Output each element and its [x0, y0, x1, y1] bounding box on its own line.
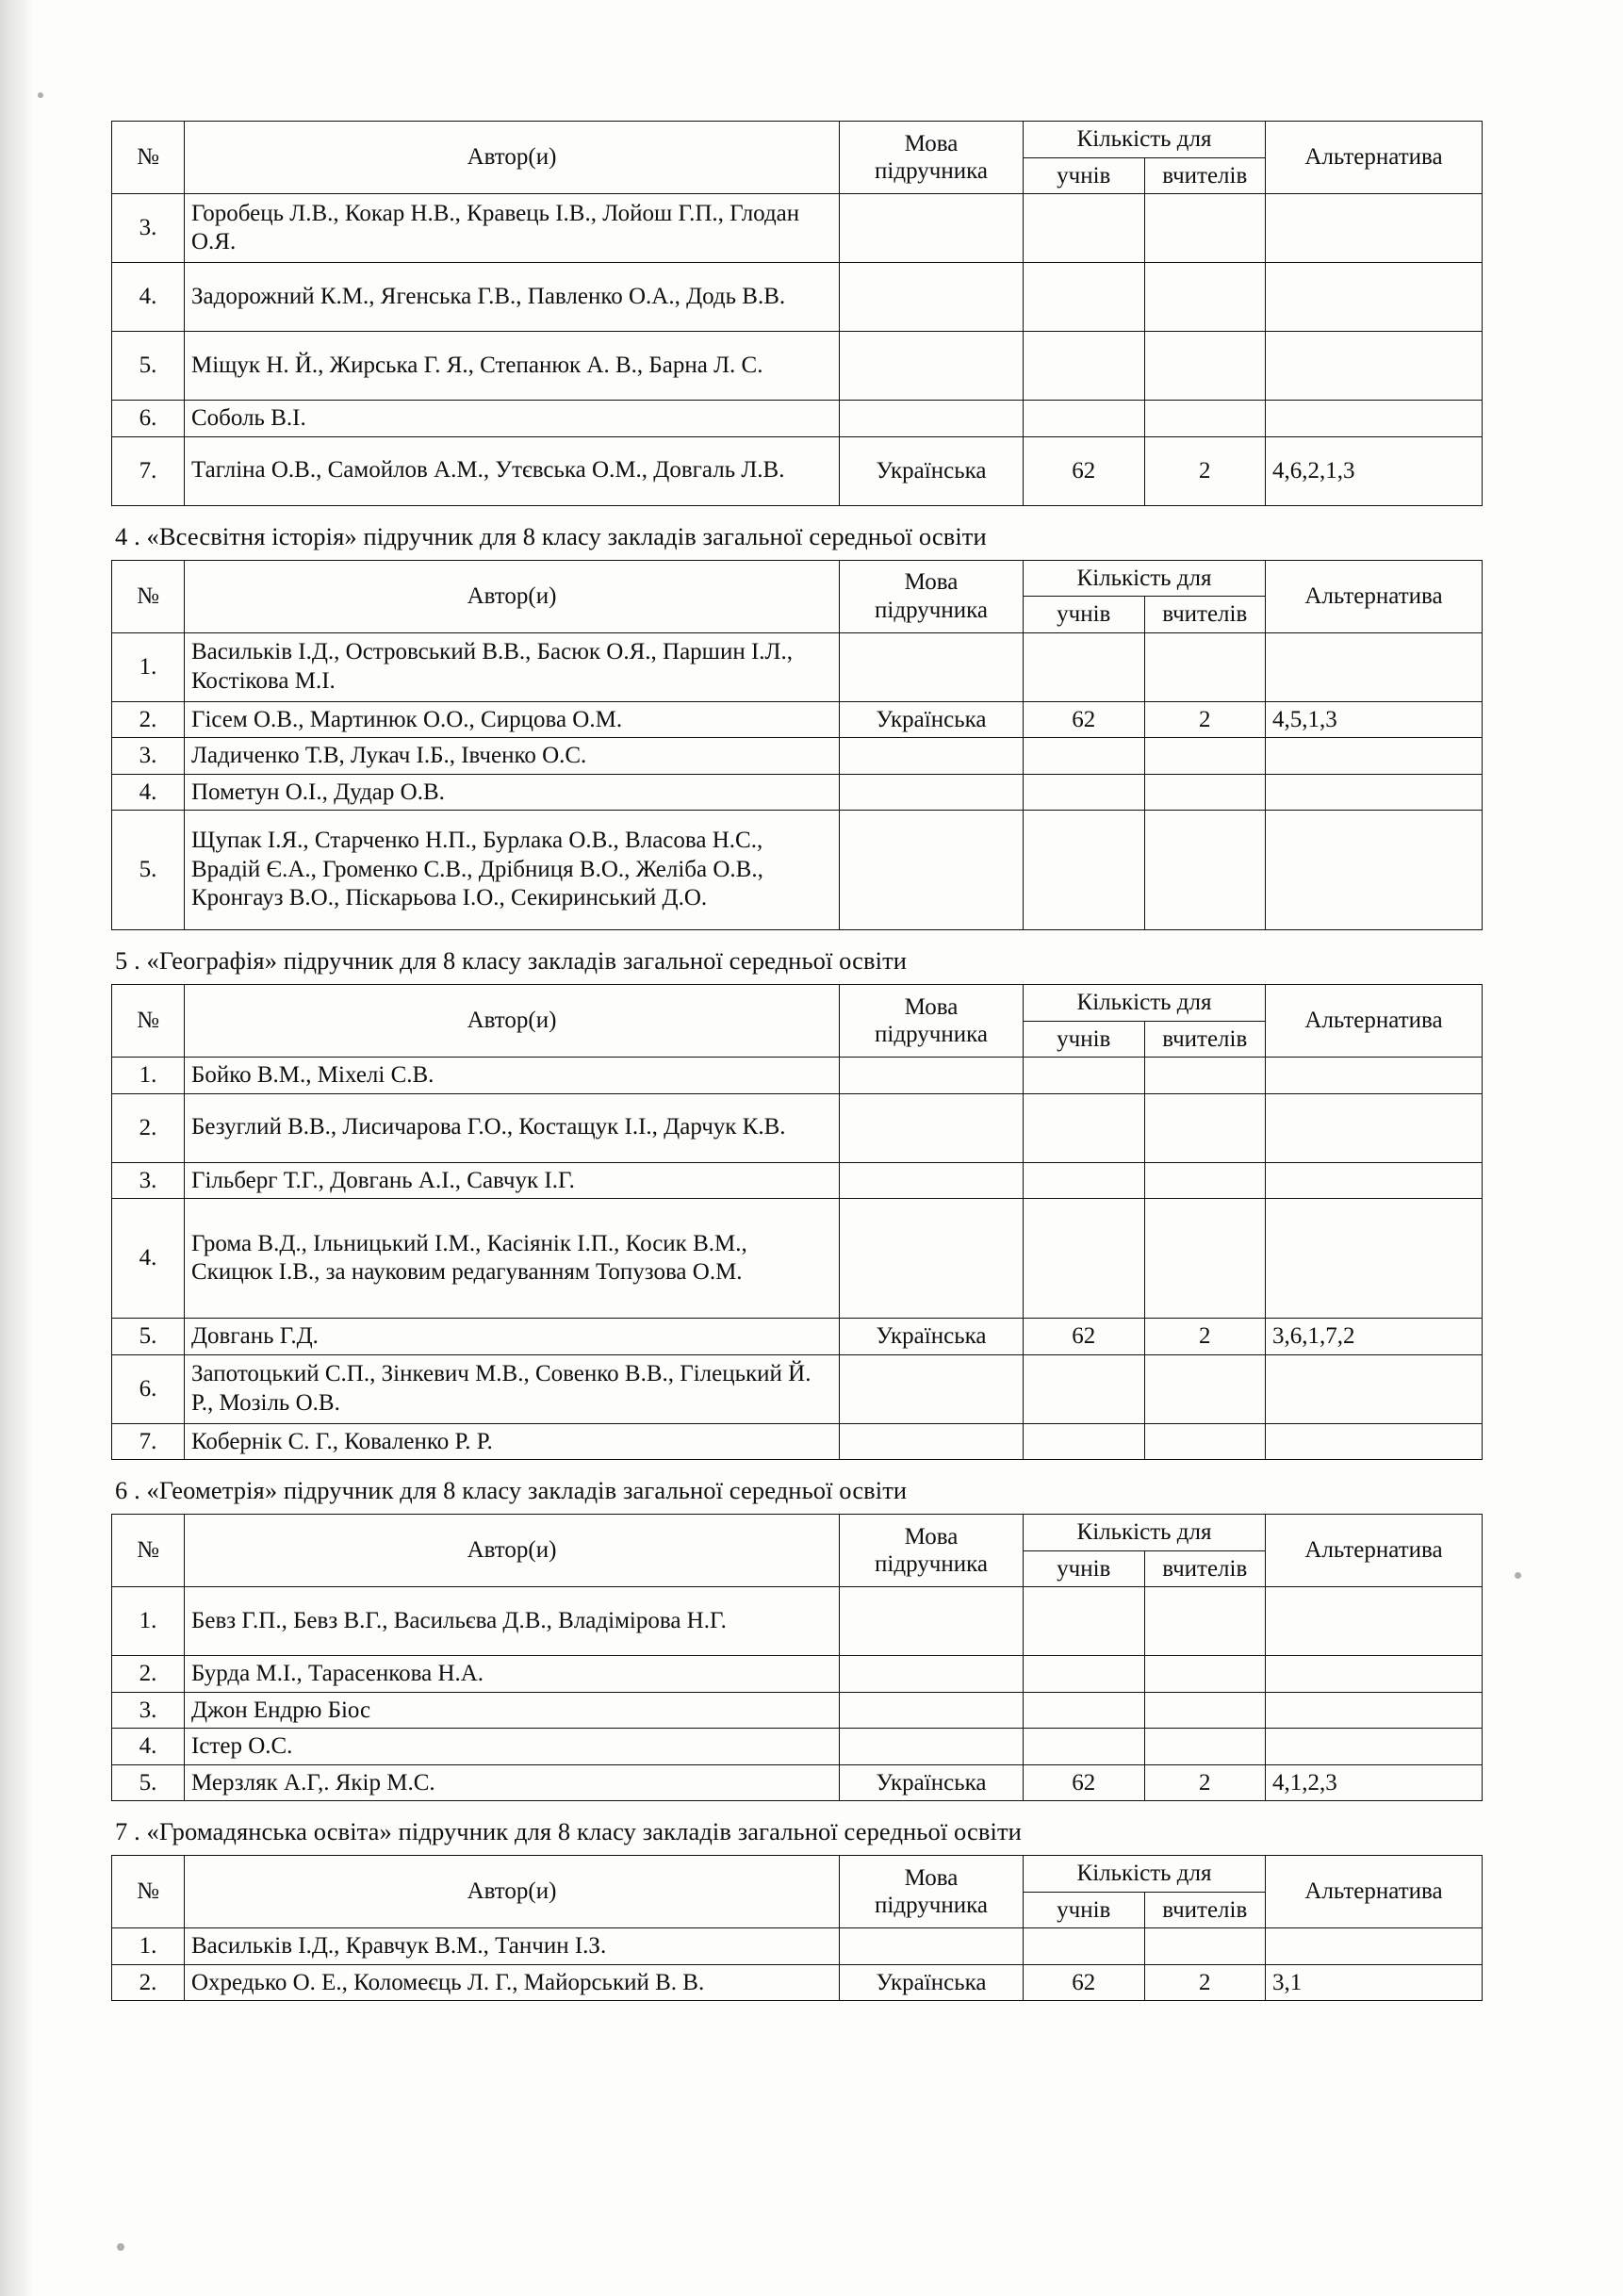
table-header-row — [112, 560, 1483, 597]
col-header-author: Автор(и) — [185, 122, 840, 194]
cell-language — [840, 774, 1024, 811]
cell-pupils — [1024, 774, 1145, 811]
cell-teachers: 2 — [1144, 1964, 1266, 2001]
cell-author: Задорожний К.М., Ягенська Г.В., Павленко О.А., Додь В.В. — [185, 263, 840, 332]
cell-pupils — [1024, 194, 1145, 263]
cell-alternative — [1266, 1058, 1483, 1094]
cell-author: Мерзляк А.Г,. Якір М.С. — [185, 1764, 840, 1801]
table-row — [112, 263, 1483, 332]
col-header-language-line1: Мова — [904, 1523, 959, 1550]
cell-pupils — [1024, 632, 1145, 701]
table-row — [112, 701, 1483, 738]
section-6 — [111, 1514, 1516, 1801]
cell-alternative — [1266, 1093, 1483, 1162]
textbook-table — [111, 984, 1483, 1460]
cell-pupils: 62 — [1024, 436, 1145, 505]
cell-language — [840, 811, 1024, 930]
cell-teachers — [1144, 1423, 1266, 1460]
cell-teachers: 2 — [1144, 1764, 1266, 1801]
cell-teachers — [1144, 811, 1266, 930]
table-row — [112, 332, 1483, 401]
cell-alternative — [1266, 263, 1483, 332]
cell-num: 3. — [112, 194, 185, 263]
cell-author: Охредько О. Е., Коломеєць Л. Г., Майорський В. В. — [185, 1964, 840, 2001]
cell-alternative — [1266, 194, 1483, 263]
cell-language — [840, 1354, 1024, 1423]
cell-num: 1. — [112, 1587, 185, 1656]
cell-alternative — [1266, 1162, 1483, 1199]
table-body — [112, 1928, 1483, 2001]
cell-author: Васильків І.Д., Островський В.В., Басюк О.Я., Паршин І.Л., Костікова М.І. — [185, 632, 840, 701]
cell-alternative — [1266, 401, 1483, 437]
cell-author: Щупак І.Я., Старченко Н.П., Бурлака О.В., Власова Н.С., Врадій Є.А., Громенко С.В., Дрібниця В.О., Желіба О.В., Кронгауз В.О., Піскарьова І.О., Секиринський Д.О. — [185, 811, 840, 930]
col-header-count-group: Кількість для — [1024, 1856, 1266, 1893]
cell-teachers: 2 — [1144, 701, 1266, 738]
table-row — [112, 1764, 1483, 1801]
cell-alternative: 4,5,1,3 — [1266, 701, 1483, 738]
table-row — [112, 1199, 1483, 1319]
cell-teachers — [1144, 1692, 1266, 1729]
document-content — [111, 121, 1516, 2003]
cell-pupils — [1024, 1423, 1145, 1460]
cell-pupils — [1024, 1354, 1145, 1423]
cell-language — [840, 1692, 1024, 1729]
cell-teachers: 2 — [1144, 1319, 1266, 1355]
cell-pupils — [1024, 738, 1145, 775]
cell-author: Ладиченко Т.В, Лукач І.Б., Івченко О.С. — [185, 738, 840, 775]
cell-alternative — [1266, 1656, 1483, 1693]
cell-language: Українська — [840, 1964, 1024, 2001]
cell-alternative: 4,1,2,3 — [1266, 1764, 1483, 1801]
col-header-author: Автор(и) — [185, 1856, 840, 1928]
col-header-pupils: учнів — [1024, 597, 1145, 633]
table-row — [112, 194, 1483, 263]
cell-alternative — [1266, 632, 1483, 701]
col-header-language-line2: підручника — [875, 597, 988, 623]
cell-teachers — [1144, 1162, 1266, 1199]
col-header-num: № — [112, 1856, 185, 1928]
cell-teachers — [1144, 263, 1266, 332]
table-header — [112, 560, 1483, 632]
col-header-language — [840, 1515, 1024, 1587]
col-header-language-line1: Мова — [904, 130, 959, 156]
cell-num: 4. — [112, 1729, 185, 1765]
cell-num: 7. — [112, 1423, 185, 1460]
cell-author: Довгань Г.Д. — [185, 1319, 840, 1355]
col-header-language — [840, 1856, 1024, 1928]
col-header-language-line2: підручника — [875, 1893, 988, 1918]
cell-language: Українська — [840, 436, 1024, 505]
col-header-alternative: Альтернатива — [1266, 122, 1483, 194]
cell-teachers — [1144, 1587, 1266, 1656]
cell-teachers — [1144, 738, 1266, 775]
col-header-language-line2: підручника — [875, 158, 988, 184]
cell-author: Тагліна О.В., Самойлов А.М., Утєвська О.М., Довгаль Л.В. — [185, 436, 840, 505]
cell-language: Українська — [840, 1764, 1024, 1801]
cell-author: Горобець Л.В., Кокар Н.В., Кравець І.В., Лойош Г.П., Глодан О.Я. — [185, 194, 840, 263]
table-row — [112, 436, 1483, 505]
table-body — [112, 632, 1483, 930]
cell-pupils: 62 — [1024, 1964, 1145, 2001]
cell-pupils — [1024, 263, 1145, 332]
cell-num: 2. — [112, 1964, 185, 2001]
cell-language — [840, 332, 1024, 401]
cell-language — [840, 194, 1024, 263]
col-header-teachers: вчителів — [1144, 1021, 1266, 1058]
table-row — [112, 1058, 1483, 1094]
cell-teachers: 2 — [1144, 436, 1266, 505]
cell-alternative — [1266, 332, 1483, 401]
col-header-author: Автор(и) — [185, 560, 840, 632]
table-header — [112, 1515, 1483, 1587]
section-5 — [111, 984, 1516, 1460]
cell-pupils — [1024, 1199, 1145, 1319]
cell-language — [840, 1729, 1024, 1765]
table-row — [112, 1964, 1483, 2001]
section-4 — [111, 560, 1516, 931]
cell-pupils — [1024, 1928, 1145, 1965]
cell-alternative — [1266, 811, 1483, 930]
scan-speck — [117, 2243, 124, 2251]
cell-num: 6. — [112, 401, 185, 437]
cell-pupils — [1024, 1162, 1145, 1199]
textbook-table — [111, 1855, 1483, 2001]
cell-teachers — [1144, 1656, 1266, 1693]
cell-alternative — [1266, 1354, 1483, 1423]
cell-num: 5. — [112, 332, 185, 401]
section-title-6: 6 . «Геометрія» підручник для 8 класу закладів загальної середньої освіти — [115, 1476, 908, 1504]
cell-language — [840, 1928, 1024, 1965]
section-title-4: 4 . «Всесвітня історія» підручник для 8 класу закладів загальної середньої освіти — [115, 521, 987, 550]
cell-author: Міщук Н. Й., Жирська Г. Я., Степанюк А. В., Барна Л. С. — [185, 332, 840, 401]
cell-num: 5. — [112, 1764, 185, 1801]
cell-alternative — [1266, 1199, 1483, 1319]
col-header-num: № — [112, 122, 185, 194]
table-body — [112, 194, 1483, 506]
cell-teachers — [1144, 1199, 1266, 1319]
col-header-alternative: Альтернатива — [1266, 985, 1483, 1058]
table-row — [112, 1354, 1483, 1423]
cell-pupils — [1024, 1729, 1145, 1765]
col-header-count-group: Кількість для — [1024, 122, 1266, 158]
cell-num: 2. — [112, 1656, 185, 1693]
table-header — [112, 122, 1483, 194]
table-row — [112, 1162, 1483, 1199]
table-row — [112, 738, 1483, 775]
cell-pupils: 62 — [1024, 1764, 1145, 1801]
cell-pupils — [1024, 401, 1145, 437]
cell-alternative — [1266, 1928, 1483, 1965]
col-header-language-line1: Мова — [904, 993, 959, 1020]
cell-pupils — [1024, 1656, 1145, 1693]
cell-language — [840, 1058, 1024, 1094]
cell-teachers — [1144, 774, 1266, 811]
section-continued — [111, 121, 1516, 506]
col-header-num: № — [112, 560, 185, 632]
table-header — [112, 985, 1483, 1058]
cell-teachers — [1144, 1928, 1266, 1965]
cell-author: Запотоцький С.П., Зінкевич М.В., Совенко В.В., Гілецький Й. Р., Мозіль О.В. — [185, 1354, 840, 1423]
cell-alternative: 4,6,2,1,3 — [1266, 436, 1483, 505]
cell-language — [840, 1656, 1024, 1693]
cell-pupils — [1024, 332, 1145, 401]
scan-edge-shadow — [0, 0, 34, 2296]
col-header-alternative: Альтернатива — [1266, 560, 1483, 632]
cell-num: 5. — [112, 1319, 185, 1355]
table-header-row — [112, 122, 1483, 158]
cell-pupils: 62 — [1024, 701, 1145, 738]
col-header-count-group: Кількість для — [1024, 985, 1266, 1022]
col-header-pupils: учнів — [1024, 1892, 1145, 1928]
cell-language — [840, 632, 1024, 701]
col-header-num: № — [112, 1515, 185, 1587]
table-row — [112, 1928, 1483, 1965]
col-header-teachers: вчителів — [1144, 1550, 1266, 1587]
scan-speck — [1515, 1572, 1521, 1579]
cell-teachers — [1144, 401, 1266, 437]
col-header-language-line2: підручника — [875, 1022, 988, 1047]
col-header-pupils: учнів — [1024, 1550, 1145, 1587]
cell-teachers — [1144, 332, 1266, 401]
table-row — [112, 632, 1483, 701]
col-header-pupils: учнів — [1024, 157, 1145, 194]
cell-pupils — [1024, 1093, 1145, 1162]
cell-language — [840, 401, 1024, 437]
cell-language — [840, 1093, 1024, 1162]
col-header-teachers: вчителів — [1144, 597, 1266, 633]
cell-pupils — [1024, 1058, 1145, 1094]
table-row — [112, 1656, 1483, 1693]
table-header-row — [112, 985, 1483, 1022]
table-body — [112, 1058, 1483, 1460]
cell-num: 2. — [112, 1093, 185, 1162]
cell-pupils — [1024, 811, 1145, 930]
col-header-language — [840, 560, 1024, 632]
col-header-pupils: учнів — [1024, 1021, 1145, 1058]
cell-language: Українська — [840, 1319, 1024, 1355]
cell-author: Джон Ендрю Біос — [185, 1692, 840, 1729]
cell-teachers — [1144, 1354, 1266, 1423]
table-row — [112, 811, 1483, 930]
cell-num: 3. — [112, 738, 185, 775]
cell-language — [840, 1587, 1024, 1656]
table-row — [112, 1587, 1483, 1656]
table-row — [112, 1729, 1483, 1765]
cell-num: 1. — [112, 1928, 185, 1965]
cell-author: Гільберг Т.Г., Довгань А.І., Савчук І.Г. — [185, 1162, 840, 1199]
cell-num: 4. — [112, 263, 185, 332]
cell-alternative: 3,1 — [1266, 1964, 1483, 2001]
table-row — [112, 1093, 1483, 1162]
table-row — [112, 401, 1483, 437]
cell-alternative — [1266, 1587, 1483, 1656]
cell-num: 3. — [112, 1162, 185, 1199]
table-row — [112, 1319, 1483, 1355]
cell-language: Українська — [840, 701, 1024, 738]
table-row — [112, 774, 1483, 811]
cell-author: Безуглий В.В., Лисичарова Г.О., Костащук І.І., Дарчук К.В. — [185, 1093, 840, 1162]
cell-alternative — [1266, 1692, 1483, 1729]
cell-author: Бурда М.І., Тарасенкова Н.А. — [185, 1656, 840, 1693]
cell-alternative — [1266, 738, 1483, 775]
cell-pupils — [1024, 1692, 1145, 1729]
table-row — [112, 1692, 1483, 1729]
cell-language — [840, 738, 1024, 775]
cell-teachers — [1144, 194, 1266, 263]
textbook-table — [111, 560, 1483, 931]
cell-pupils: 62 — [1024, 1319, 1145, 1355]
cell-num: 3. — [112, 1692, 185, 1729]
cell-language — [840, 1423, 1024, 1460]
cell-author: Гісем О.В., Мартинюк О.О., Сирцова О.М. — [185, 701, 840, 738]
scan-speck — [38, 92, 43, 98]
cell-teachers — [1144, 1729, 1266, 1765]
cell-num: 7. — [112, 436, 185, 505]
table-row — [112, 1423, 1483, 1460]
col-header-language-line1: Мова — [904, 1864, 959, 1891]
cell-author: Грома В.Д., Ільницький І.М., Касіянік І.П., Косик В.М., Скицюк І.В., за науковим редагуванням Топузова О.М. — [185, 1199, 840, 1319]
col-header-teachers: вчителів — [1144, 1892, 1266, 1928]
cell-alternative — [1266, 1423, 1483, 1460]
cell-num: 1. — [112, 632, 185, 701]
cell-author: Васильків І.Д., Кравчук В.М., Танчин І.З. — [185, 1928, 840, 1965]
col-header-alternative: Альтернатива — [1266, 1856, 1483, 1928]
cell-num: 5. — [112, 811, 185, 930]
cell-author: Бойко В.М., Міхелі С.В. — [185, 1058, 840, 1094]
textbook-table — [111, 121, 1483, 506]
cell-author: Пометун О.І., Дудар О.В. — [185, 774, 840, 811]
cell-teachers — [1144, 632, 1266, 701]
cell-num: 2. — [112, 701, 185, 738]
cell-author: Соболь В.І. — [185, 401, 840, 437]
section-7 — [111, 1855, 1516, 2001]
textbook-table — [111, 1514, 1483, 1801]
cell-num: 6. — [112, 1354, 185, 1423]
cell-num: 4. — [112, 1199, 185, 1319]
col-header-teachers: вчителів — [1144, 157, 1266, 194]
cell-pupils — [1024, 1587, 1145, 1656]
col-header-author: Автор(и) — [185, 985, 840, 1058]
cell-author: Бевз Г.П., Бевз В.Г., Васильєва Д.В., Владімірова Н.Г. — [185, 1587, 840, 1656]
cell-language — [840, 1199, 1024, 1319]
col-header-language-line2: підручника — [875, 1551, 988, 1577]
cell-teachers — [1144, 1093, 1266, 1162]
col-header-language — [840, 985, 1024, 1058]
table-body — [112, 1587, 1483, 1801]
col-header-alternative: Альтернатива — [1266, 1515, 1483, 1587]
cell-alternative — [1266, 1729, 1483, 1765]
cell-alternative: 3,6,1,7,2 — [1266, 1319, 1483, 1355]
col-header-author: Автор(и) — [185, 1515, 840, 1587]
section-title-7: 7 . «Громадянська освіта» підручник для 8 класу закладів загальної середньої освіти — [115, 1817, 1022, 1845]
table-header — [112, 1856, 1483, 1928]
col-header-language — [840, 122, 1024, 194]
col-header-language-line1: Мова — [904, 569, 959, 595]
col-header-count-group: Кількість для — [1024, 1515, 1266, 1551]
cell-num: 1. — [112, 1058, 185, 1094]
col-header-num: № — [112, 985, 185, 1058]
cell-language — [840, 1162, 1024, 1199]
cell-alternative — [1266, 774, 1483, 811]
col-header-count-group: Кількість для — [1024, 560, 1266, 597]
section-title-5: 5 . «Географія» підручник для 8 класу закладів загальної середньої освіти — [115, 946, 908, 975]
table-header-row — [112, 1856, 1483, 1893]
cell-num: 4. — [112, 774, 185, 811]
table-header-row — [112, 1515, 1483, 1551]
cell-author: Кобернік С. Г., Коваленко Р. Р. — [185, 1423, 840, 1460]
cell-author: Істер О.С. — [185, 1729, 840, 1765]
cell-language — [840, 263, 1024, 332]
cell-teachers — [1144, 1058, 1266, 1094]
